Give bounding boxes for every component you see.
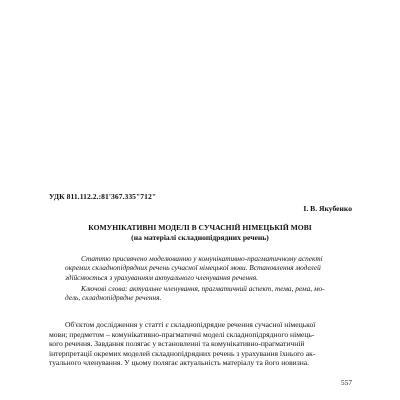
body-line: кого речення. Завдання полягає у встановленні та комунікативно-прагматичній xyxy=(49,339,305,349)
article-title xyxy=(49,223,351,242)
title-subtitle: (на матеріалі складнопідрядних речень) xyxy=(131,232,269,242)
body-line: туального членування. У цьому полягає актуальність матеріалу та його новизна. xyxy=(49,358,310,368)
abstract-line: здійснюється з урахуванням актуального членування речення. xyxy=(65,272,258,282)
title-main: КОМУНІКАТИВНІ МОДЕЛІ В СУЧАСНІЙ НІМЕЦЬКІЙ МОВІ xyxy=(88,223,312,232)
author-name: І. В. Якубенко xyxy=(303,204,352,213)
abstract-line: Статтю присвячено моделюванню у комунікативно-прагматичному аспекті xyxy=(81,254,323,263)
page-number: 557 xyxy=(341,378,352,387)
keywords-line: дель, складнопідрядне речення. xyxy=(65,293,162,303)
abstract-line: окремих складнопідрядних речень сучасної німецької мови. Встановлення моделей xyxy=(65,263,321,273)
body-paragraph xyxy=(49,320,351,368)
body-line: інтерпретації окремих моделей складнопідрядних речень з урахування їхнього ак- xyxy=(49,348,316,358)
keywords xyxy=(65,284,351,303)
keywords-line: Ключові слова: актуальне членування, прагматичний аспект, тема, рема, мо- xyxy=(81,284,325,293)
body-line: Об'єктом дослідження у статті є складнопідрядне речення сучасної німецької xyxy=(65,320,316,329)
abstract xyxy=(65,254,351,282)
body-line: мови; предметом – комунікативно-прагматичні моделі складнопідрядного німець- xyxy=(49,329,315,339)
udc-code: УДК 811.112.2.:81'367.335"712" xyxy=(49,192,157,201)
